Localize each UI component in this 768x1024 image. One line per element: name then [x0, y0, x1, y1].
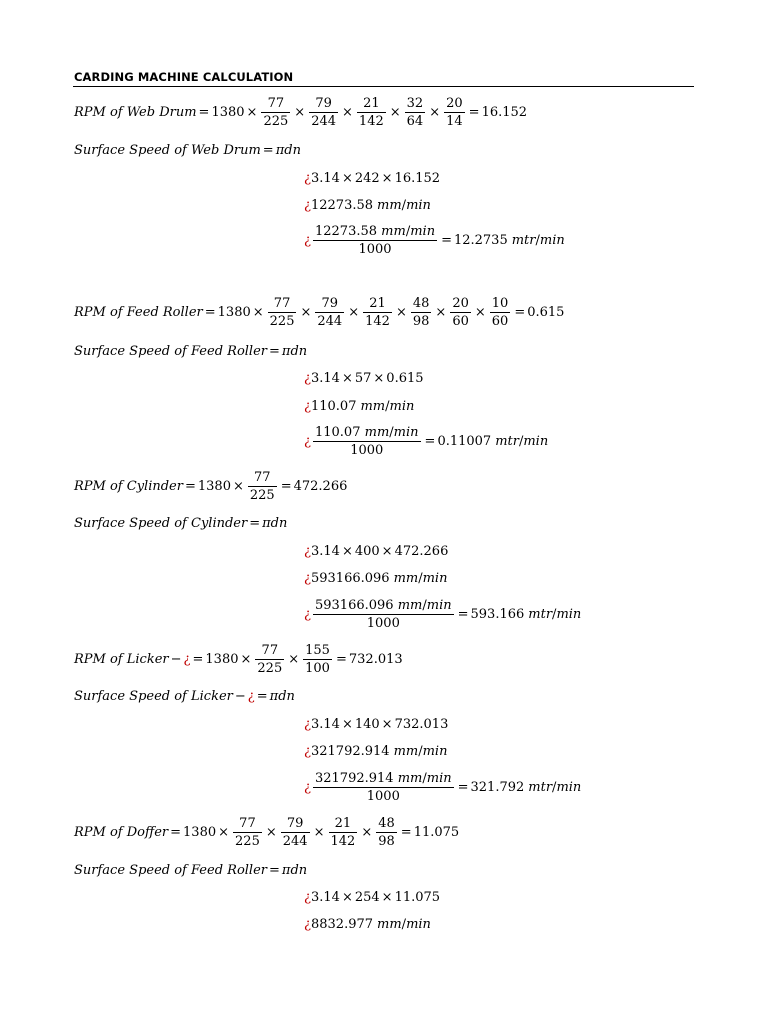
fraction-numerator: 79 — [286, 816, 304, 831]
times-sign: × — [361, 825, 373, 840]
gear-fraction — [444, 97, 465, 128]
diameter-value: 242 — [354, 171, 380, 186]
fraction-denominator: 244 — [311, 114, 337, 129]
mm-unit: mm — [360, 399, 386, 414]
min-unit: min — [406, 917, 431, 932]
inverted-question-mark: ¿ — [304, 744, 311, 759]
equals-sign: = — [457, 607, 469, 622]
slash: / — [535, 233, 540, 248]
min-unit: min — [426, 771, 452, 786]
inverted-question-mark: ¿ — [304, 544, 311, 559]
inverted-question-mark: ¿ — [304, 890, 311, 905]
mm-speed-value: 593166.096 — [314, 598, 394, 613]
fraction-denominator: 142 — [365, 314, 390, 329]
fraction-denominator: 98 — [412, 314, 430, 329]
pi-value: 3.14 — [310, 890, 340, 905]
title-underline — [73, 86, 694, 87]
times-sign: × — [265, 825, 277, 840]
input-rpm: 1380 — [217, 305, 251, 320]
cylinder-substitution-line — [304, 545, 448, 558]
rpm-label: RPM of Feed Roller — [74, 305, 203, 320]
mm-speed-value: 12273.58 — [314, 224, 378, 239]
inverted-question-mark: ¿ — [304, 171, 311, 186]
inverted-question-mark: ¿ — [247, 689, 255, 704]
mtr-speed-value: 321.792 — [470, 780, 525, 795]
fraction-numerator: 77 — [273, 296, 291, 311]
mm-unit: mm — [364, 425, 390, 440]
pi-d-n: πdn — [275, 143, 301, 158]
gear-fraction — [490, 297, 511, 328]
cylinder-surface-speed-formula — [74, 517, 287, 530]
equals-sign: = — [262, 143, 274, 158]
minus-sign: − — [234, 689, 246, 704]
equals-sign: = — [400, 825, 412, 840]
equals-sign: = — [468, 105, 480, 120]
times-sign: × — [474, 305, 486, 320]
times-sign: × — [348, 305, 360, 320]
inverted-question-mark: ¿ — [304, 371, 311, 386]
mm-speed-value: 321792.914 — [310, 744, 390, 759]
fraction-numerator: 21 — [334, 816, 352, 831]
mtr-unit: mtr — [528, 780, 553, 795]
mtr-unit: mtr — [511, 233, 536, 248]
input-rpm: 1380 — [205, 652, 239, 667]
rpm-result: 16.152 — [481, 105, 528, 120]
feed-roller-surface-speed-formula — [74, 345, 307, 358]
slash: / — [422, 771, 427, 786]
mm-unit: mm — [381, 224, 406, 239]
fraction-denominator: 1000 — [313, 787, 454, 803]
fraction-numerator: 79 — [321, 296, 339, 311]
input-rpm: 1380 — [211, 105, 245, 120]
min-unit: min — [539, 233, 565, 248]
fraction-numerator: 21 — [369, 296, 386, 311]
equals-sign: = — [170, 825, 182, 840]
times-sign: × — [381, 717, 393, 732]
licker-conversion-line — [304, 772, 581, 803]
equals-sign: = — [269, 863, 280, 878]
mtr-speed-value: 12.2735 — [453, 233, 508, 248]
times-sign: × — [341, 717, 353, 732]
times-sign: × — [389, 105, 401, 120]
gear-fraction — [411, 297, 432, 328]
unit-conversion-fraction — [313, 426, 421, 457]
slash: / — [385, 399, 390, 414]
gear-fraction — [303, 644, 332, 675]
cylinder-mm-result-line — [304, 572, 447, 585]
inverted-question-mark: ¿ — [304, 717, 311, 732]
rpm-result: 472.266 — [293, 479, 348, 494]
min-unit: min — [406, 198, 431, 213]
fraction-numerator: 48 — [412, 296, 430, 311]
gear-fraction — [268, 297, 297, 328]
gear-fraction — [281, 817, 310, 848]
fraction-denominator: 1000 — [313, 240, 437, 256]
min-unit: min — [393, 425, 419, 440]
times-sign: × — [429, 105, 441, 120]
pi-value: 3.14 — [310, 171, 340, 186]
pi-d-n: πdn — [281, 863, 308, 878]
surface-speed-label: Surface Speed of Feed Roller — [74, 863, 267, 878]
equals-sign: = — [192, 652, 204, 667]
times-sign: × — [240, 652, 252, 667]
mtr-unit: mtr — [528, 607, 553, 622]
fraction-denominator: 225 — [249, 488, 275, 503]
equals-sign: = — [335, 652, 347, 667]
times-sign: × — [381, 171, 393, 186]
times-sign: × — [313, 825, 325, 840]
slash: / — [418, 571, 423, 586]
fraction-denominator: 244 — [317, 314, 343, 329]
fraction-numerator: 77 — [239, 816, 256, 831]
equals-sign: = — [204, 305, 216, 320]
gear-fraction — [450, 297, 471, 328]
fraction-numerator: 77 — [261, 643, 279, 658]
rpm-label: RPM of Doffer — [74, 825, 169, 840]
diameter-value: 57 — [354, 371, 372, 386]
fraction-denominator: 142 — [358, 114, 384, 129]
equals-sign: = — [256, 689, 268, 704]
times-sign: × — [294, 105, 306, 120]
times-sign: × — [342, 105, 353, 120]
fraction-numerator — [313, 772, 454, 787]
fraction-denominator: 1000 — [313, 614, 454, 630]
min-unit: min — [422, 571, 448, 586]
times-sign: × — [232, 479, 244, 494]
gear-fraction — [357, 97, 386, 128]
equals-sign: = — [514, 305, 526, 320]
cylinder-conversion-line — [304, 599, 581, 630]
fraction-denominator: 64 — [406, 114, 424, 129]
slash: / — [422, 598, 427, 613]
inverted-question-mark: ¿ — [304, 571, 311, 586]
inverted-question-mark: ¿ — [304, 780, 311, 795]
fraction-numerator: 79 — [315, 96, 332, 111]
slash: / — [518, 434, 524, 449]
gear-fraction — [233, 817, 262, 848]
gear-fraction — [376, 817, 397, 848]
fraction-denominator: 225 — [235, 834, 260, 849]
surface-speed-label: Surface Speed of Licker — [74, 689, 233, 704]
times-sign: × — [252, 305, 264, 320]
equals-sign: = — [280, 479, 292, 494]
mm-speed-value: 110.07 — [314, 425, 361, 440]
pi-value: 3.14 — [310, 544, 340, 559]
inverted-question-mark: ¿ — [304, 434, 311, 449]
cylinder-rpm-equation — [74, 471, 347, 502]
equals-sign: = — [457, 780, 469, 795]
gear-fraction — [329, 817, 358, 848]
rpm-value: 0.615 — [386, 371, 424, 386]
inverted-question-mark: ¿ — [304, 399, 311, 414]
fraction-numerator: 20 — [446, 96, 463, 111]
inverted-question-mark: ¿ — [183, 652, 191, 667]
minus-sign: − — [170, 652, 182, 667]
min-unit: min — [422, 744, 448, 759]
web-drum-rpm-equation — [74, 97, 527, 128]
min-unit: min — [389, 399, 415, 414]
rpm-result: 732.013 — [348, 652, 403, 667]
inverted-question-mark: ¿ — [304, 198, 311, 213]
input-rpm: 1380 — [197, 479, 231, 494]
fraction-numerator: 21 — [363, 96, 380, 111]
fraction-numerator: 77 — [254, 470, 271, 485]
unit-conversion-fraction — [313, 772, 454, 803]
rpm-value: 16.152 — [394, 171, 441, 186]
equals-sign: = — [269, 344, 280, 359]
rpm-label: RPM of Cylinder — [74, 479, 183, 494]
times-sign: × — [341, 890, 353, 905]
fraction-numerator — [313, 426, 421, 441]
surface-speed-label: Surface Speed of Cylinder — [74, 516, 248, 531]
fraction-denominator: 60 — [491, 314, 509, 329]
min-unit: min — [556, 780, 582, 795]
rpm-value: 472.266 — [394, 544, 449, 559]
equals-sign: = — [184, 479, 196, 494]
rpm-result: 0.615 — [527, 305, 565, 320]
rpm-result: 11.075 — [413, 825, 460, 840]
min-unit: min — [556, 607, 582, 622]
mm-speed-value: 12273.58 — [310, 198, 374, 213]
licker-mm-result-line — [304, 745, 447, 758]
fraction-numerator: 32 — [406, 96, 424, 111]
pi-d-n: πdn — [262, 516, 288, 531]
doffer-mm-result-line — [304, 918, 431, 931]
mm-speed-value: 321792.914 — [314, 771, 394, 786]
slash: / — [405, 224, 411, 239]
fraction-numerator: 10 — [491, 296, 509, 311]
input-rpm: 1380 — [183, 825, 217, 840]
slash: / — [552, 780, 557, 795]
times-sign: × — [381, 544, 393, 559]
gear-fraction — [255, 644, 284, 675]
fraction-denominator: 60 — [452, 314, 469, 329]
equals-sign: = — [249, 516, 261, 531]
gear-fraction — [315, 297, 344, 328]
page-title: CARDING MACHINE CALCULATION — [74, 70, 294, 84]
pi-value: 3.14 — [310, 371, 340, 386]
doffer-substitution-line — [304, 891, 440, 904]
mm-speed-value: 110.07 — [310, 399, 357, 414]
times-sign: × — [218, 825, 230, 840]
fraction-denominator: 244 — [282, 834, 308, 849]
feed-roller-substitution-line — [304, 372, 424, 385]
fraction-denominator: 100 — [305, 661, 330, 676]
mm-unit: mm — [397, 598, 423, 613]
feed-roller-conversion-line — [304, 426, 548, 457]
inverted-question-mark: ¿ — [304, 233, 311, 248]
licker-surface-speed-formula — [74, 690, 295, 703]
times-sign: × — [288, 652, 300, 667]
times-sign: × — [435, 305, 447, 320]
times-sign: × — [341, 371, 353, 386]
inverted-question-mark: ¿ — [304, 917, 311, 932]
fraction-numerator: 155 — [305, 643, 330, 658]
rpm-label: RPM of Licker — [74, 652, 169, 667]
fraction-denominator: 225 — [257, 661, 283, 676]
fraction-denominator: 1000 — [313, 441, 421, 457]
rpm-value: 732.013 — [394, 717, 449, 732]
mtr-speed-value: 593.166 — [470, 607, 525, 622]
feed-roller-mm-result-line — [304, 400, 414, 413]
times-sign: × — [246, 105, 258, 120]
fraction-numerator: 77 — [267, 96, 285, 111]
unit-conversion-fraction — [313, 225, 437, 256]
web-drum-substitution-line — [304, 172, 440, 185]
pi-d-n: πdn — [281, 344, 308, 359]
unit-conversion-fraction — [313, 599, 454, 630]
doffer-surface-speed-formula — [74, 864, 307, 877]
fraction-numerator: 48 — [378, 816, 395, 831]
fraction-denominator: 14 — [446, 114, 463, 129]
fraction-denominator: 225 — [263, 114, 289, 129]
fraction-numerator — [313, 599, 454, 614]
web-drum-surface-speed-formula — [74, 144, 301, 157]
licker-substitution-line — [304, 718, 448, 731]
times-sign: × — [300, 305, 312, 320]
web-drum-conversion-line — [304, 225, 565, 256]
equals-sign: = — [424, 434, 436, 449]
mtr-speed-value: 0.11007 — [437, 434, 492, 449]
diameter-value: 254 — [354, 890, 380, 905]
times-sign: × — [381, 890, 393, 905]
min-unit: min — [426, 598, 452, 613]
equals-sign: = — [198, 105, 210, 120]
times-sign: × — [373, 371, 385, 386]
diameter-value: 400 — [354, 544, 380, 559]
fraction-denominator: 225 — [269, 314, 295, 329]
times-sign: × — [395, 305, 407, 320]
gear-fraction — [309, 97, 338, 128]
slash: / — [401, 198, 407, 213]
feed-roller-rpm-equation — [74, 297, 564, 328]
fraction-denominator: 98 — [378, 834, 395, 849]
gear-fraction — [405, 97, 426, 128]
slash: / — [418, 744, 423, 759]
pi-value: 3.14 — [310, 717, 340, 732]
mtr-unit: mtr — [495, 434, 519, 449]
mm-unit: mm — [377, 917, 402, 932]
fraction-numerator — [313, 225, 437, 240]
diameter-value: 140 — [354, 717, 380, 732]
mm-unit: mm — [393, 571, 419, 586]
pi-d-n: πdn — [269, 689, 295, 704]
slash: / — [401, 917, 407, 932]
surface-speed-label: Surface Speed of Feed Roller — [74, 344, 267, 359]
fraction-numerator: 20 — [452, 296, 469, 311]
licker-rpm-equation — [74, 644, 403, 675]
equals-sign: = — [441, 233, 452, 248]
mm-speed-value: 593166.096 — [310, 571, 390, 586]
gear-fraction — [261, 97, 290, 128]
surface-speed-label: Surface Speed of Web Drum — [74, 143, 261, 158]
gear-fraction — [248, 471, 277, 502]
min-unit: min — [523, 434, 549, 449]
times-sign: × — [341, 544, 353, 559]
rpm-value: 11.075 — [394, 890, 441, 905]
rpm-label: RPM of Web Drum — [74, 105, 197, 120]
mm-unit: mm — [377, 198, 402, 213]
slash: / — [389, 425, 394, 440]
mm-unit: mm — [397, 771, 423, 786]
mm-unit: mm — [393, 744, 419, 759]
doffer-rpm-equation — [74, 817, 459, 848]
gear-fraction — [363, 297, 392, 328]
times-sign: × — [341, 171, 353, 186]
slash: / — [552, 607, 557, 622]
web-drum-mm-result-line — [304, 199, 431, 212]
mm-speed-value: 8832.977 — [310, 917, 374, 932]
min-unit: min — [410, 224, 436, 239]
fraction-denominator: 142 — [330, 834, 356, 849]
inverted-question-mark: ¿ — [304, 607, 311, 622]
